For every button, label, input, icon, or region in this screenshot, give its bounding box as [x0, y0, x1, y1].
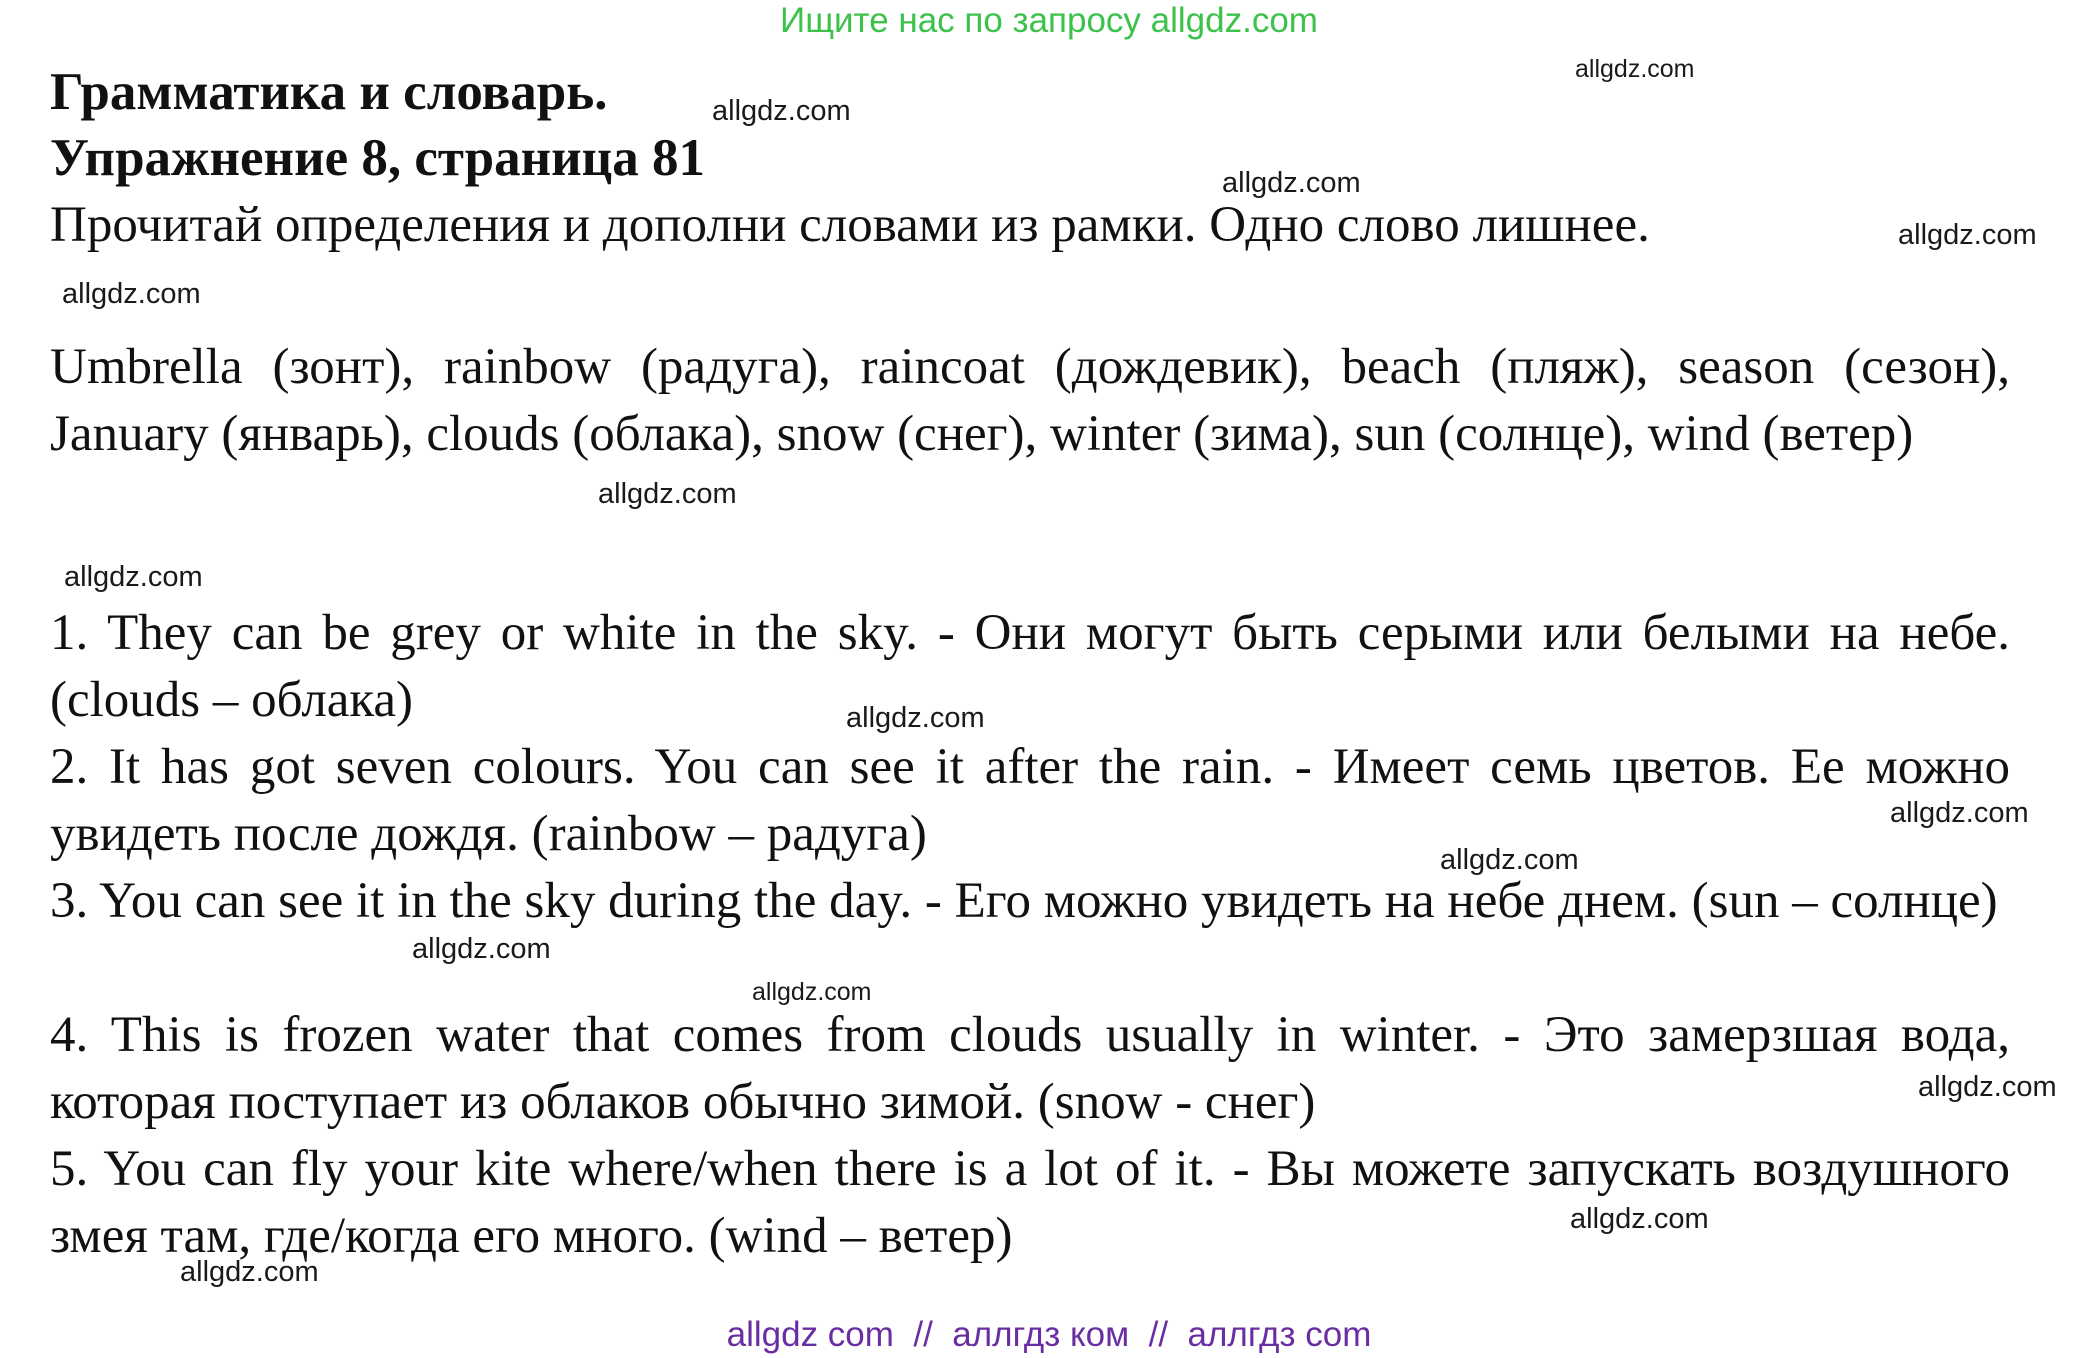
watermark: allgdz.com — [846, 702, 985, 734]
instruction-text: Прочитай определения и дополни словами из рамки. Одно слово лишнее. — [50, 197, 1650, 253]
watermark: allgdz.com — [62, 278, 201, 310]
word-box: Umbrella (зонт), rainbow (радуга), raincoat (дождевик), beach (пляж), season (сезон), January (январь), clouds (облака), snow (снег), winter (зима), sun (солнце), wind (ветер) — [50, 339, 2010, 462]
footer-links: allgdz com // аллгдз ком // аллгдз com — [726, 1315, 1372, 1354]
watermark: allgdz.com — [180, 1256, 319, 1288]
section-title: Грамматика и словарь. — [50, 63, 608, 121]
answer-1: 1. They can be grey or white in the sky. - Они могут быть серыми или белыми на небе. (clouds – облака) — [50, 605, 2010, 728]
site-banner: Ищите нас по запросу allgdz.com — [780, 1, 1318, 40]
watermark: allgdz.com — [1575, 55, 1695, 83]
answer-2: 2. It has got seven colours. You can see it after the rain. - Имеет семь цветов. Ее можно увидеть после дождя. (rainbow – радуга) — [50, 739, 2010, 862]
answer-4: 4. This is frozen water that comes from clouds usually in winter. - Это замерзшая вода, которая поступает из облаков обычно зимой. (snow - снег) — [50, 1007, 2010, 1130]
watermark: allgdz.com — [1898, 219, 2037, 251]
watermark: allgdz.com — [412, 933, 551, 965]
watermark: allgdz.com — [1570, 1203, 1709, 1235]
watermark: allgdz.com — [712, 95, 851, 127]
watermark: allgdz.com — [1440, 844, 1579, 876]
answer-5: 5. You can fly your kite where/when there is a lot of it. - Вы можете запускать воздушного змея там, где/когда его много. (wind – ветер) — [50, 1141, 2010, 1264]
watermark: allgdz.com — [598, 478, 737, 510]
watermark: allgdz.com — [1222, 167, 1361, 199]
watermark: allgdz.com — [1890, 797, 2029, 829]
watermark: allgdz.com — [64, 561, 203, 593]
answer-3: 3. You can see it in the sky during the day. - Его можно увидеть на небе днем. (sun – солнце) — [50, 873, 1998, 929]
exercise-title: Упражнение 8, страница 81 — [50, 129, 705, 187]
watermark: allgdz.com — [1918, 1071, 2057, 1103]
watermark: allgdz.com — [752, 978, 872, 1006]
